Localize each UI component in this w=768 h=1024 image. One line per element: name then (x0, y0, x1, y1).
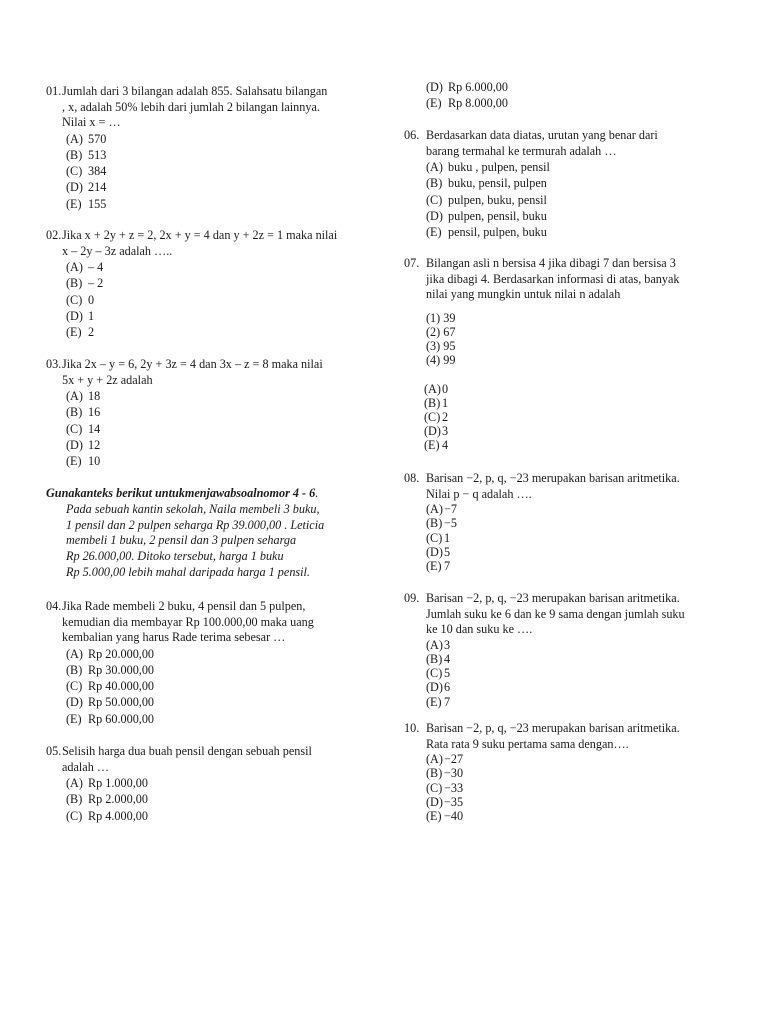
answer-options (404, 502, 726, 573)
answer-option (426, 680, 726, 694)
answer-option (66, 791, 368, 807)
answer-option (66, 453, 368, 469)
stem-line: kemudian dia membayar Rp 100.000,00 maka uang (62, 614, 314, 629)
question-number: 10. (404, 721, 420, 735)
stem-line: Selisih harga dua buah pensil dengan sebuah pensil (62, 744, 312, 758)
option-letter: (C) (66, 679, 83, 694)
option-text: 4 (442, 438, 449, 453)
answer-option (426, 638, 726, 652)
option-letter: (E) (66, 324, 82, 339)
answer-option (66, 421, 368, 437)
question-06 (404, 128, 726, 240)
answer-option (426, 809, 726, 823)
question-stem (404, 256, 726, 303)
option-letter: (A) (66, 646, 83, 661)
stem-line: Barisan −2, p, q, −23 merupakan barisan aritmetika. (426, 471, 680, 485)
stem-line: x – 2y – 3z adalah ….. (62, 243, 173, 258)
option-letter: (A) (66, 776, 83, 791)
stem-line: Berdasarkan data diatas, urutan yang benar dari (426, 128, 658, 142)
option-letter: (E) (426, 694, 442, 709)
answer-option (426, 516, 726, 530)
option-letter: (C) (66, 164, 83, 179)
question-stem (46, 84, 368, 131)
statement-item: (3) 95 (426, 339, 456, 354)
answer-option (426, 192, 726, 208)
answer-option (66, 711, 368, 727)
answer-options (404, 638, 726, 709)
option-text: 1 (442, 395, 449, 410)
answer-option (426, 781, 726, 795)
answer-option (66, 808, 368, 824)
option-text: −33 (444, 780, 464, 795)
context-line: Pada sebuah kantin sekolah, Naila membeli 3 buku, (66, 501, 320, 516)
question-05-continued (404, 79, 726, 111)
answer-option (426, 652, 726, 666)
option-text: 3 (442, 424, 449, 439)
option-text: −35 (444, 794, 464, 809)
option-letter: (B) (426, 516, 443, 531)
answer-option (66, 179, 368, 195)
option-text: 513 (88, 147, 107, 162)
question-stem (46, 357, 368, 388)
option-letter: (D) (426, 544, 443, 559)
option-text: 7 (444, 694, 451, 709)
option-text: Rp 50.000,00 (88, 695, 155, 710)
question-stem (46, 744, 368, 775)
question-01 (46, 84, 368, 212)
answer-option (66, 404, 368, 420)
option-text: – 2 (88, 276, 104, 291)
stem-line: Bilangan asli n bersisa 4 jika dibagi 7 dan bersisa 3 (426, 256, 676, 270)
answer-option (426, 795, 726, 809)
option-text: 1 (88, 308, 95, 323)
option-letter: (B) (426, 176, 443, 191)
option-text: Rp 2.000,00 (88, 792, 148, 807)
stem-line: Rata rata 9 suku pertama sama dengan…. (426, 736, 629, 751)
answer-option (426, 175, 726, 191)
option-text: 155 (88, 196, 107, 211)
option-text: 16 (88, 405, 101, 420)
question-number: 02. (46, 228, 62, 242)
answer-option (426, 531, 726, 545)
option-letter: (E) (66, 196, 82, 211)
option-letter: (B) (66, 662, 83, 677)
option-text: 5 (444, 666, 451, 681)
answer-option (66, 662, 368, 678)
option-text: 14 (88, 421, 101, 436)
option-text: Rp 30.000,00 (88, 662, 155, 677)
option-letter: (D) (426, 80, 443, 94)
option-letter: (A) (426, 502, 443, 517)
option-letter: (C) (426, 666, 443, 681)
answer-option (426, 208, 726, 224)
context-line: Rp 26.000,00. Ditoko tersebut, harga 1 buku (66, 549, 284, 564)
option-letter: (C) (66, 421, 83, 436)
option-text: 7 (444, 558, 451, 573)
context-line: Rp 5.000,00 lebih mahal daripada harga 1 pensil. (66, 564, 310, 579)
option-letter: (C) (66, 808, 83, 823)
option-text: 0 (442, 381, 449, 396)
option-letter: (E) (66, 453, 82, 468)
question-03 (46, 357, 368, 469)
question-07 (404, 256, 726, 452)
stem-line: barang termahal ke termurah adalah … (426, 143, 617, 158)
answer-option (426, 559, 726, 573)
question-02 (46, 228, 368, 340)
question-number: 06. (404, 128, 420, 142)
option-text: – 4 (88, 260, 104, 275)
answer-option (424, 410, 726, 424)
option-text: 384 (88, 164, 107, 179)
option-letter: (E) (426, 808, 442, 823)
stem-line: adalah … (62, 759, 110, 774)
statement-item: (4) 99 (426, 353, 456, 368)
option-text: pulpen, buku, pensil (448, 192, 547, 207)
answer-options (404, 79, 726, 111)
option-text: 4 (444, 651, 451, 666)
context-lead-end: . (315, 486, 319, 500)
option-text: 10 (88, 453, 101, 468)
answer-option (66, 275, 368, 291)
stem-line: Barisan −2, p, q, −23 merupakan barisan aritmetika. (426, 721, 680, 735)
question-number: 04. (46, 599, 62, 613)
answer-option (426, 766, 726, 780)
option-text: 6 (444, 680, 451, 695)
context-lead: Gunakanteks berikut untukmenjawabsoalnomor 4 - 6 (46, 486, 316, 500)
answer-option (426, 545, 726, 559)
option-letter: (B) (66, 276, 83, 291)
answer-options (46, 388, 368, 469)
answer-options (404, 382, 726, 453)
statement-item: (2) 67 (426, 324, 456, 339)
answer-option (66, 163, 368, 179)
answer-option (426, 79, 726, 95)
option-letter: (A) (66, 260, 83, 275)
answer-option (426, 502, 726, 516)
option-letter: (B) (424, 395, 441, 410)
question-number: 09. (404, 591, 420, 605)
option-letter: (D) (66, 437, 83, 452)
option-letter: (E) (424, 438, 440, 453)
option-text: 1 (444, 530, 451, 545)
question-08 (404, 471, 726, 573)
option-text: −30 (444, 766, 464, 781)
option-text: Rp 6.000,00 (448, 80, 508, 94)
answer-options (46, 131, 368, 212)
option-text: 18 (88, 389, 101, 404)
stem-line: , x, adalah 50% lebih dari jumlah 2 bilangan lainnya. (62, 99, 320, 114)
option-letter: (A) (426, 752, 443, 767)
question-10 (404, 721, 726, 823)
question-stem (404, 721, 726, 752)
answer-option (66, 324, 368, 340)
context-line: membeli 1 buku, 2 pensil dan 3 pulpen seharga (66, 533, 297, 548)
option-letter: (C) (426, 780, 443, 795)
option-text: −27 (444, 752, 464, 767)
reading-context (46, 486, 368, 581)
answer-option (66, 694, 368, 710)
spacer (404, 368, 726, 382)
answer-options (46, 775, 368, 824)
answer-option (426, 752, 726, 766)
option-text: 2 (442, 409, 449, 424)
answer-option (66, 292, 368, 308)
question-stem (46, 599, 368, 646)
answer-option (66, 437, 368, 453)
option-text: buku , pulpen, pensil (448, 160, 550, 175)
answer-options (46, 646, 368, 727)
statement-list (404, 311, 726, 368)
option-letter: (B) (426, 651, 443, 666)
option-letter: (B) (426, 766, 443, 781)
option-text: 3 (444, 637, 451, 652)
answer-option (424, 396, 726, 410)
question-number: 08. (404, 471, 420, 485)
option-letter: (E) (426, 558, 442, 573)
question-number: 07. (404, 256, 420, 270)
answer-option (66, 131, 368, 147)
context-heading (46, 486, 368, 502)
answer-option (424, 424, 726, 438)
answer-option (66, 308, 368, 324)
answer-option (66, 388, 368, 404)
option-letter: (D) (426, 208, 443, 223)
stem-line: Nilai p − q adalah …. (426, 486, 532, 501)
question-number: 05. (46, 744, 62, 758)
option-text: pensil, pulpen, buku (448, 224, 547, 239)
stem-line: kembalian yang harus Rade terima sebesar … (62, 630, 286, 645)
option-letter: (A) (66, 389, 83, 404)
option-text: 5 (444, 544, 451, 559)
option-text: −40 (444, 808, 464, 823)
option-text: 0 (88, 292, 95, 307)
option-letter: (A) (66, 131, 83, 146)
option-text: Rp 40.000,00 (88, 679, 155, 694)
option-letter: (C) (426, 530, 443, 545)
question-09 (404, 591, 726, 709)
question-number: 03. (46, 357, 62, 371)
stem-line: Jika Rade membeli 2 buku, 4 pensil dan 5 pulpen, (62, 599, 306, 613)
option-text: 214 (88, 180, 107, 195)
option-letter: (E) (426, 96, 442, 111)
option-letter: (E) (66, 711, 82, 726)
option-letter: (C) (426, 192, 443, 207)
answer-option (426, 224, 726, 240)
option-letter: (D) (426, 680, 443, 695)
answer-option (66, 775, 368, 791)
question-04 (46, 599, 368, 727)
stem-line: nilai yang mungkin untuk nilai n adalah (426, 287, 621, 302)
option-letter: (D) (424, 424, 441, 439)
stem-line: Jumlah suku ke 6 dan ke 9 sama dengan jumlah suku (426, 606, 685, 621)
option-text: buku, pensil, pulpen (448, 176, 547, 191)
answer-option (424, 438, 726, 452)
stem-line: Jika 2x – y = 6, 2y + 3z = 4 dan 3x – z = 8 maka nilai (62, 357, 323, 371)
question-stem (46, 228, 368, 259)
option-text: −7 (444, 502, 457, 517)
answer-options (404, 752, 726, 823)
stem-line: Jika x + 2y + z = 2, 2x + y = 4 dan y + 2z = 1 maka nilai (62, 228, 338, 242)
stem-line: Nilai x = … (62, 115, 121, 130)
context-body (46, 502, 368, 581)
option-letter: (A) (426, 160, 443, 175)
answer-option (66, 259, 368, 275)
question-stem (404, 591, 726, 638)
stem-line: Barisan −2, p, q, −23 merupakan barisan aritmetika. (426, 591, 680, 605)
option-letter: (D) (66, 695, 83, 710)
answer-option (66, 147, 368, 163)
option-letter: (A) (424, 381, 441, 396)
answer-option (426, 695, 726, 709)
option-letter: (C) (66, 292, 83, 307)
option-text: 570 (88, 131, 107, 146)
option-letter: (E) (426, 224, 442, 239)
answer-options (404, 159, 726, 240)
answer-option (66, 196, 368, 212)
stem-line: Jumlah dari 3 bilangan adalah 855. Salahsatu bilangan (62, 84, 328, 98)
stem-line: 5x + y + 2z adalah (62, 372, 153, 387)
option-text: pulpen, pensil, buku (448, 208, 547, 223)
answer-option (426, 95, 726, 111)
option-text: 12 (88, 437, 101, 452)
answer-option (66, 678, 368, 694)
option-letter: (A) (426, 637, 443, 652)
answer-options (46, 259, 368, 340)
option-text: Rp 4.000,00 (88, 808, 148, 823)
option-text: −5 (444, 516, 457, 531)
question-05 (46, 744, 368, 824)
answer-option (426, 666, 726, 680)
option-text: Rp 20.000,00 (88, 646, 155, 661)
question-stem (404, 471, 726, 502)
answer-option (426, 159, 726, 175)
option-text: Rp 1.000,00 (88, 776, 148, 791)
option-letter: (C) (424, 409, 441, 424)
answer-option (66, 646, 368, 662)
question-number: 01. (46, 84, 62, 98)
option-letter: (D) (66, 180, 83, 195)
option-text: Rp 8.000,00 (448, 96, 508, 111)
option-text: 2 (88, 324, 95, 339)
option-letter: (B) (66, 147, 83, 162)
option-letter: (D) (426, 794, 443, 809)
option-letter: (B) (66, 792, 83, 807)
option-letter: (D) (66, 308, 83, 323)
stem-line: jika dibagi 4. Berdasarkan informasi di atas, banyak (426, 271, 680, 286)
context-line: 1 pensil dan 2 pulpen seharga Rp 39.000,00 . Leticia (66, 517, 325, 532)
statement-item: (1) 39 (426, 310, 456, 325)
stem-line: ke 10 dan suku ke …. (426, 622, 533, 637)
option-letter: (B) (66, 405, 83, 420)
question-stem (404, 128, 726, 159)
option-text: Rp 60.000,00 (88, 711, 155, 726)
answer-option (424, 382, 726, 396)
